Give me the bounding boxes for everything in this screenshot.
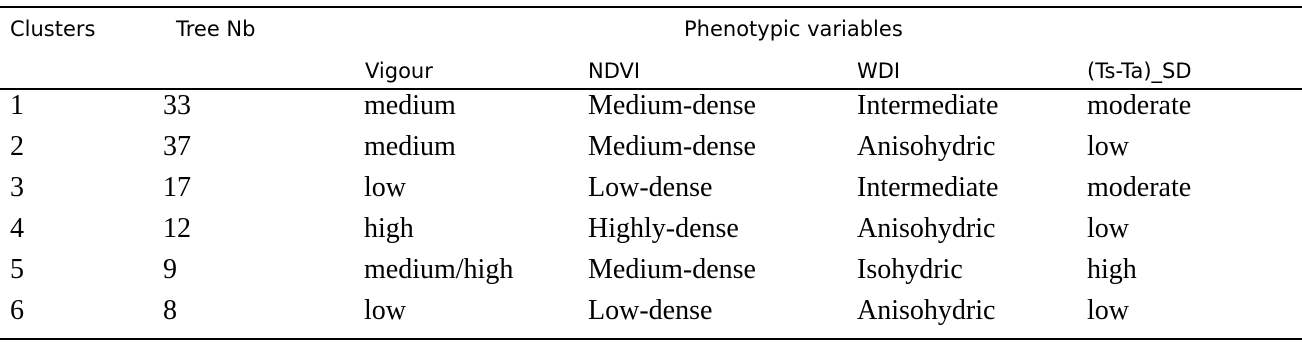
cell-wdi: Intermediate	[857, 90, 999, 121]
cell-tree-nb: 33	[163, 90, 191, 121]
cell-ndvi: Low-dense	[588, 295, 713, 326]
cell-ndvi: Medium-dense	[588, 90, 756, 121]
header-clusters: Clusters	[10, 17, 96, 41]
cell-vigour: medium	[364, 131, 456, 162]
header-ts-ta-sd: (Ts-Ta)_SD	[1087, 59, 1192, 83]
cell-vigour: low	[364, 172, 406, 203]
header-tree-nb: Tree Nb	[176, 17, 256, 41]
cell-vigour: high	[364, 213, 414, 244]
cell-vigour: low	[364, 295, 406, 326]
cell-wdi: Anisohydric	[857, 131, 996, 162]
cell-tree-nb: 17	[163, 172, 191, 203]
cell-cluster: 2	[10, 131, 24, 162]
cell-ts-ta-sd: moderate	[1087, 90, 1192, 121]
cell-tree-nb: 9	[163, 254, 177, 285]
header-wdi: WDI	[857, 59, 901, 83]
header-ndvi: NDVI	[588, 59, 641, 83]
cell-cluster: 4	[10, 213, 24, 244]
cell-ts-ta-sd: high	[1087, 254, 1137, 285]
cell-wdi: Intermediate	[857, 172, 999, 203]
header-vigour: Vigour	[365, 59, 433, 83]
cell-tree-nb: 8	[163, 295, 177, 326]
cell-ts-ta-sd: low	[1087, 131, 1129, 162]
cell-wdi: Isohydric	[857, 254, 963, 285]
cell-cluster: 3	[10, 172, 24, 203]
cell-wdi: Anisohydric	[857, 295, 996, 326]
cell-ndvi: Medium-dense	[588, 131, 756, 162]
header-phenotypic-variables: Phenotypic variables	[684, 17, 903, 41]
cell-cluster: 5	[10, 254, 24, 285]
cell-cluster: 6	[10, 295, 24, 326]
table-bottom-rule	[0, 338, 1302, 340]
cell-tree-nb: 12	[163, 213, 191, 244]
table-top-rule	[0, 6, 1302, 8]
cell-vigour: medium	[364, 90, 456, 121]
cell-wdi: Anisohydric	[857, 213, 996, 244]
cell-ts-ta-sd: moderate	[1087, 172, 1192, 203]
cell-ts-ta-sd: low	[1087, 295, 1129, 326]
cell-ts-ta-sd: low	[1087, 213, 1129, 244]
cell-vigour: medium/high	[364, 254, 514, 285]
cell-ndvi: Medium-dense	[588, 254, 756, 285]
cell-ndvi: Highly-dense	[588, 213, 739, 244]
cell-tree-nb: 37	[163, 131, 191, 162]
cell-cluster: 1	[10, 90, 24, 121]
cell-ndvi: Low-dense	[588, 172, 713, 203]
